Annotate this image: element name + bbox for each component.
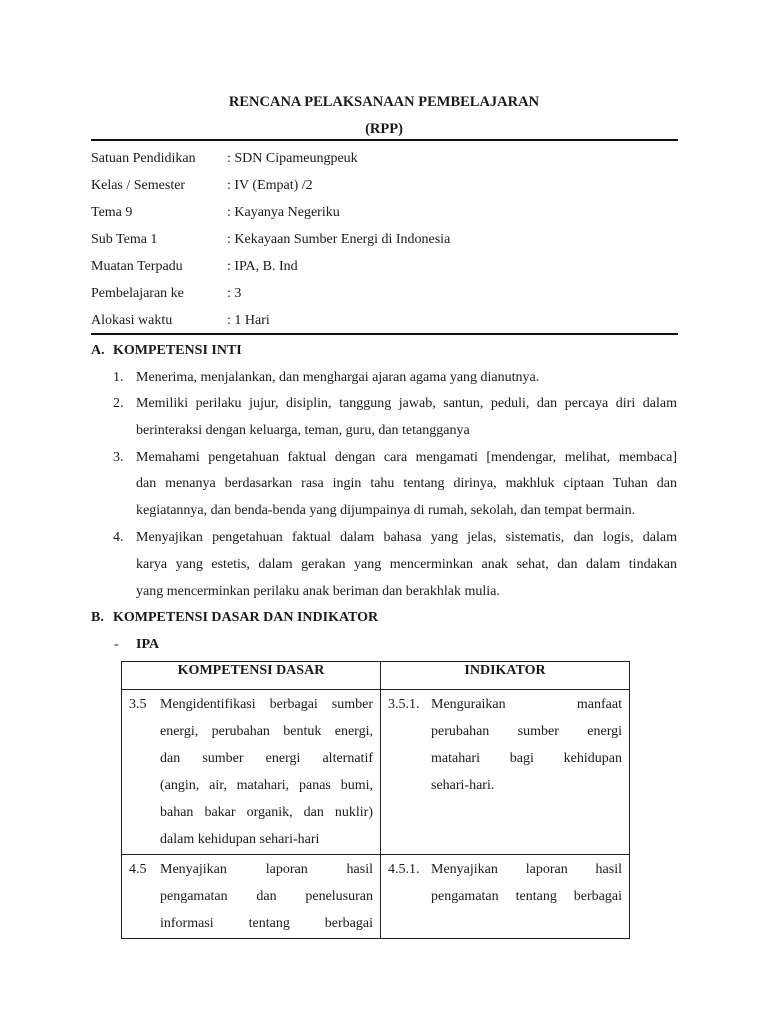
info-label: Alokasi waktu [91, 313, 173, 328]
info-value: : IV (Empat) /2 [227, 178, 313, 193]
indikator-number: 4.5.1. [388, 862, 420, 877]
section-b-title: KOMPETENSI DASAR DAN INDIKATOR [113, 610, 379, 625]
indikator-line: pengamatan tentang berbagai [431, 889, 622, 904]
info-value: : Kayanya Negeriku [227, 205, 340, 220]
kd-cell [122, 855, 381, 939]
ki-item-line: kegiatannya, dan benda-benda yang dijumpainya di rumah, sekolah, dan tempat bermain. [136, 503, 636, 518]
info-row-subtema [91, 232, 678, 259]
ki-item-line: yang mencerminkan perilaku anak beriman dan berakhlak mulia. [136, 584, 500, 599]
kd-line: bahan bakar organik, dan nuklir) [160, 805, 373, 820]
indikator-line: sehari-hari. [431, 778, 495, 793]
section-a-letter: A. [91, 343, 105, 358]
info-label: Sub Tema 1 [91, 232, 158, 247]
ki-item-line: Memiliki perilaku jujur, disiplin, tanggung jawab, santun, peduli, dan percaya diri dalam [136, 396, 677, 411]
kd-line: pengamatan dan penelusuran [160, 889, 373, 904]
info-value: : SDN Cipameungpeuk [227, 151, 358, 166]
info-value: : IPA, B. Ind [227, 259, 298, 274]
kd-line: dan sumber energi alternatif [160, 751, 373, 766]
table-row [122, 690, 630, 855]
ki-item-line: berinteraksi dengan keluarga, teman, guru, dan tetangganya [136, 423, 470, 438]
info-label: Kelas / Semester [91, 178, 186, 193]
indikator-cell [381, 690, 630, 855]
indikator-number: 3.5.1. [388, 697, 420, 712]
info-label: Satuan Pendidikan [91, 151, 196, 166]
info-value: : 3 [227, 286, 242, 301]
ki-item-number: 2. [113, 396, 124, 411]
header-indikator: INDIKATOR [381, 662, 630, 690]
info-bottom-rule [91, 333, 678, 335]
info-value: : 1 Hari [227, 313, 270, 328]
ki-item-line: Memahami pengetahuan faktual dengan cara mengamati [mendengar, melihat, membaca] [136, 450, 677, 465]
subject-dash: - [114, 637, 119, 652]
indikator-line: Menyajikan laporan hasil [431, 862, 622, 877]
info-row-alokasi [91, 313, 678, 340]
kd-number: 3.5 [129, 697, 147, 712]
document-subtitle: (RPP) [365, 121, 403, 137]
kd-line: Mengidentifikasi berbagai sumber [160, 697, 373, 712]
document-title: RENCANA PELAKSANAAN PEMBELAJARAN [228, 94, 540, 110]
info-row-satuan [91, 151, 678, 178]
table-row [122, 855, 630, 939]
ki-item-line: Menerima, menjalankan, dan menghargai ajaran agama yang dianutnya. [136, 370, 540, 385]
kd-line: Menyajikan laporan hasil [160, 862, 373, 877]
kd-line: dalam kehidupan sehari-hari [160, 832, 320, 847]
kd-line: (angin, air, matahari, panas bumi, [160, 778, 373, 793]
indikator-line: matahari bagi kehidupan [431, 751, 622, 766]
indikator-cell [381, 855, 630, 939]
ki-item-number: 4. [113, 530, 124, 545]
info-row-muatan [91, 259, 678, 286]
indikator-line: Menguraikan manfaat [431, 697, 622, 712]
ki-item-line: Menyajikan pengetahuan faktual dalam bahasa yang jelas, sistematis, dan logis, dalam [136, 530, 677, 545]
info-label: Tema 9 [91, 205, 133, 220]
kd-indikator-table [121, 661, 630, 939]
info-value: : Kekayaan Sumber Energi di Indonesia [227, 232, 451, 247]
info-row-tema [91, 205, 678, 232]
section-a-title: KOMPETENSI INTI [113, 343, 242, 358]
kd-line: informasi tentang berbagai [160, 916, 373, 931]
top-rule [91, 139, 678, 141]
info-row-pembelajaran [91, 286, 678, 313]
ki-item-line: karya yang estetis, dalam gerakan yang mencerminkan anak sehat, dan dalam tindakan [136, 557, 677, 572]
kd-cell [122, 690, 381, 855]
table-header-row [122, 662, 630, 690]
ki-item-line: dan menanya berdasarkan rasa ingin tahu tentang dirinya, makhluk ciptaan Tuhan dan [136, 476, 677, 491]
indikator-line: perubahan sumber energi [431, 724, 622, 739]
info-label: Muatan Terpadu [91, 259, 183, 274]
info-row-kelas [91, 178, 678, 205]
kd-number: 4.5 [129, 862, 147, 877]
ki-item-number: 1. [113, 370, 124, 385]
ki-item-number: 3. [113, 450, 124, 465]
header-kompetensi-dasar: KOMPETENSI DASAR [122, 662, 381, 690]
kd-line: energi, perubahan bentuk energi, [160, 724, 373, 739]
info-label: Pembelajaran ke [91, 286, 184, 301]
subject-title: IPA [136, 637, 160, 652]
section-b-letter: B. [91, 610, 104, 625]
